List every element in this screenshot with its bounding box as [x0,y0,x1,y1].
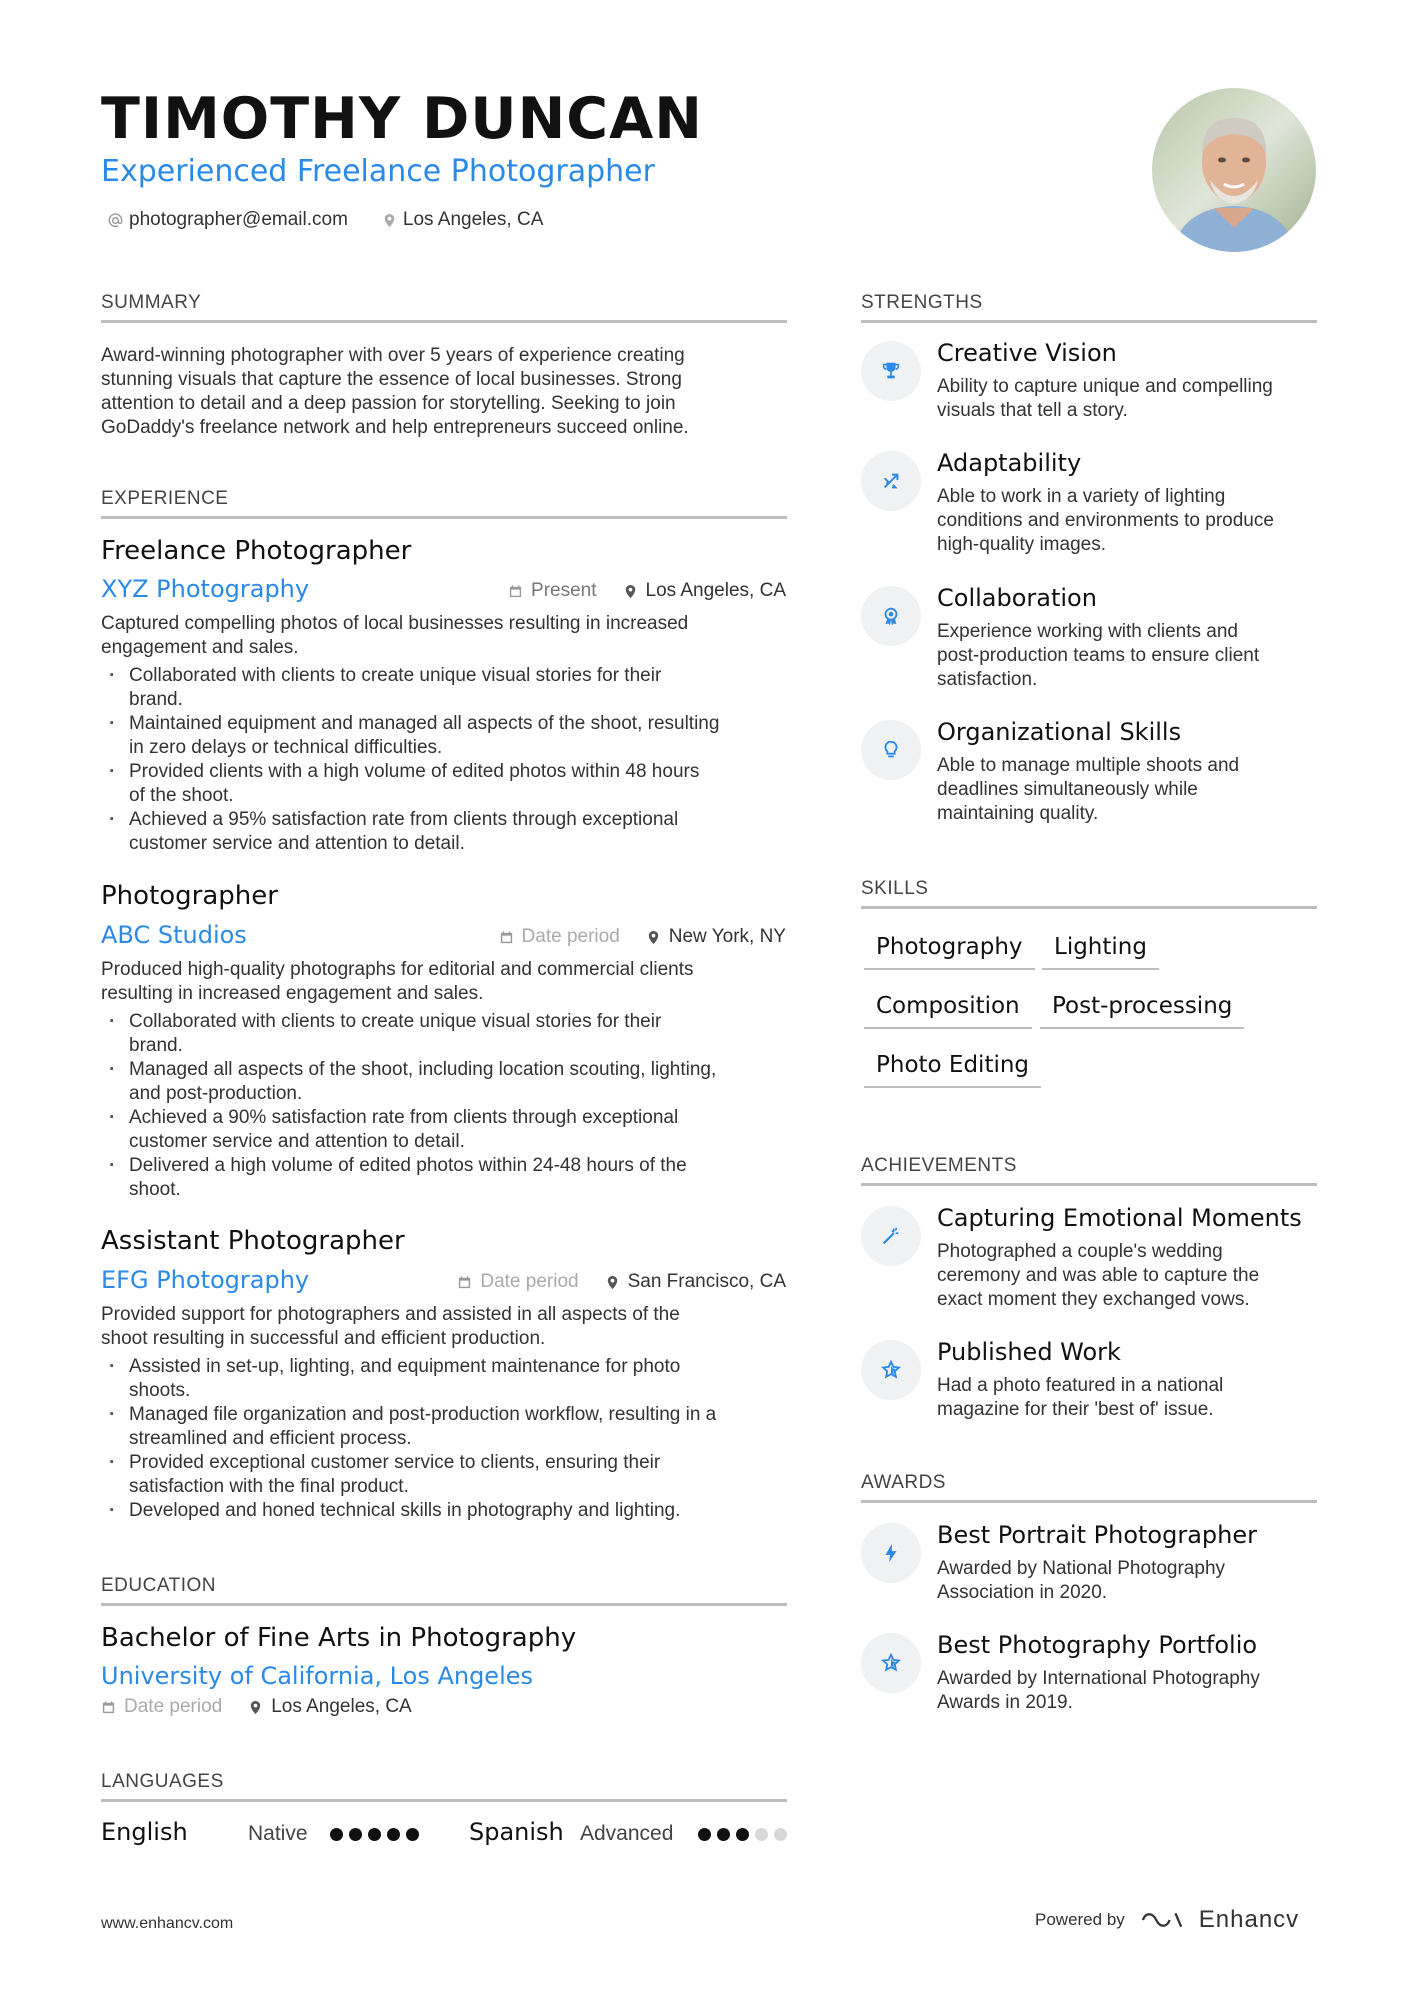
list-item: · Delivered a high volume of edited photos within 24-48 hours of the shoot. [101,1154,791,1202]
proficiency-dot [698,1828,711,1841]
location-text: Los Angeles, CA [402,209,544,230]
skill-tag: Lighting [1042,934,1159,970]
skills-heading: SKILLS [861,878,1317,909]
experience-heading: EXPERIENCE [101,488,787,519]
star-icon [880,1359,902,1381]
summary-text: Award-winning photographer with over 5 years of experience creating stunning visuals that capture the essence of local businesses. Strong attention to detail and a deep passion for storytelling. Seeking to join GoDaddy's freelance network and help entrepreneurs succeed online. [101,345,689,438]
list-item: · Achieved a 95% satisfaction rate from clients through exceptional customer service and attention to detail. [101,808,791,856]
resume-page: TIMOTHY DUNCAN Experienced Freelance Photographer photographer@email.com Los Angeles, CA SUMMARY Award-winning photographer with over 5 years of experience creating stunning visuals that capture the essence of local businesses. Strong attention to detail and a deep passion for storytelling. Seeking to join GoDaddy's freelance network and help entrepreneurs succeed online. EXPERIENCE Freelance Photographer XYZ Photography Present Los Angeles, CA Captured compelling photos of local businesses resulting in increased engagement and sales. · Collaborated with clients to create unique visual stories for their brand. · Maintained equipment and managed all aspects of the shoot, resulting in zero delays or technical difficulties. · Provided clients with a high volume of edited photos within 48 hours of the shoot. · Achieved a 95% satisfaction rate from clients through exceptional customer service and attention to detail. Photographer ABC Studios Date period New York, NY Produced high-quality photographs for editorial and commercial clients resulting in increased engagement and sales. · Collaborated with clients to create unique visual stories for their brand. · Managed all aspects of the shoot, including location scouting, lighting, and post-production. · Achieved a 90% satisfaction rate from clients through exceptional customer service and attention to detail. · Delivered a high volume of edited photos within 24-48 hours of the shoot. Assistant Photographer EFG Photography Date period San Francisco, CA Provided support for photographers and assisted in all aspects of the shoot resulting in successful and efficient production. · Assisted in set-up, lighting, and equipment maintenance for photo shoots. · Managed file organization and post-production workflow, resulting in a streamlined and efficient process. · Provided exceptional customer service to clients, ensuring their satisfaction with the final product. · Developed and honed technical skills in photography and lighting. EDUCATION Bachelor of Fine Arts in Photography University of California, Los Angeles Date period Los Angeles, CA LANGUAGES English Native Spanish Advanced STRENGTHS Creative Vision Ability to capture unique and compelling visuals that tell a story. Adaptability Able to work in a variety of lighting conditions and environments to produce high-quality images. Collaboration Experience working with clients and post-production teams to ensure client satisfaction. Organizational Skills Able to manage multiple shoots and deadlines simultaneously while maintaining quality. SKILLS Photography Lighting Composition Post-processing Photo Editing ACHIEVEMENTS Capturing Emotional Moments Photographed a couple's wedding ceremony and was able to capture the exact moment they exchanged vows. Published Work Had a photo featured in a national magazine for their 'best of' issue. AWARDS Best Portrait Photographer Awarded by National Photography Association in 2020. Best Photography Portfolio Awarded by International Photography Awards in 2019. www.enhancv.com Powered by Enhancv [0,0,1410,1995]
location-pin-icon [605,1275,620,1290]
degree-title: Bachelor of Fine Arts in Photography [101,1623,577,1653]
skill-tag: Photo Editing [864,1052,1041,1088]
profile-photo [1152,88,1316,252]
list-item: · Achieved a 90% satisfaction rate from clients through exceptional customer service and attention to detail. [101,1106,791,1154]
job-description: Produced high-quality photographs for editorial and commercial clients resulting in increased engagement and sales. [101,959,694,1004]
contact-info [108,209,543,231]
proficiency-dot [406,1828,419,1841]
trophy-icon [880,360,902,382]
calendar-icon [457,1275,472,1290]
skill-tag: Post-processing [1040,993,1244,1029]
list-item: · Managed all aspects of the shoot, including location scouting, lighting, and post-production. [101,1058,791,1106]
company-name[interactable]: EFG Photography [101,1266,310,1294]
list-item: · Collaborated with clients to create unique visual stories for their brand. [101,664,791,712]
list-item: · Assisted in set-up, lighting, and equipment maintenance for photo shoots. [101,1355,791,1403]
language-proficiency-dots [330,1828,419,1841]
skill-tag: Photography [864,934,1035,970]
summary-heading: SUMMARY [101,292,787,323]
list-item: · Provided clients with a high volume of edited photos within 48 hours of the shoot. [101,760,791,808]
location-pin-icon [623,584,638,599]
job-date: Date period [521,926,620,947]
star-icon [880,1652,902,1674]
calendar-icon [101,1700,116,1715]
job-title: Assistant Photographer [101,1226,405,1256]
at-icon [108,213,123,228]
footer-url[interactable]: www.enhancv.com [101,1915,234,1932]
lightbulb-icon [880,739,902,761]
strengths-heading: STRENGTHS [861,292,1317,323]
location-pin-icon [248,1700,263,1715]
language-proficiency-dots [698,1828,787,1841]
calendar-icon [508,584,523,599]
powered-by-text: Powered by [1035,1910,1125,1929]
job-meta [508,580,786,602]
language-name: Spanish [469,1818,564,1846]
job-meta [457,1271,786,1293]
calendar-icon [499,930,514,945]
job-bullets [101,1010,791,1202]
skill-tag: Composition [864,993,1032,1029]
email-text: photographer@email.com [129,209,348,230]
job-location: New York, NY [668,926,786,947]
language-name: English [101,1818,188,1846]
badge-icon [880,605,902,627]
candidate-title: Experienced Freelance Photographer [101,154,655,189]
proficiency-dot [755,1828,768,1841]
education-date: Date period [124,1696,223,1717]
job-location: San Francisco, CA [627,1271,786,1292]
achievements-heading: ACHIEVEMENTS [861,1155,1317,1186]
languages-heading: LANGUAGES [101,1771,787,1802]
job-date: Date period [480,1271,579,1292]
awards-heading: AWARDS [861,1472,1317,1503]
location-pin-icon [382,213,397,228]
language-level: Advanced [580,1822,674,1845]
lightning-icon [880,1542,902,1564]
school-name[interactable]: University of California, Los Angeles [101,1662,534,1690]
brand-name: Enhancv [1198,1906,1300,1933]
education-heading: EDUCATION [101,1575,787,1606]
proficiency-dot [349,1828,362,1841]
enhancv-logo-icon [1139,1908,1185,1932]
location-contact [382,209,543,231]
list-item: · Developed and honed technical skills in photography and lighting. [101,1499,791,1523]
company-name[interactable]: ABC Studios [101,921,247,949]
magic-wand-icon [880,1225,902,1247]
proficiency-dot [368,1828,381,1841]
job-title: Photographer [101,881,278,911]
arrows-icon [880,470,902,492]
location-pin-icon [646,930,661,945]
education-meta [101,1696,412,1718]
proficiency-dot [774,1828,787,1841]
job-title: Freelance Photographer [101,536,412,566]
job-bullets [101,1355,791,1523]
list-item: · Provided exceptional customer service to clients, ensuring their satisfaction with the final product. [101,1451,791,1499]
proficiency-dot [387,1828,400,1841]
proficiency-dot [736,1828,749,1841]
footer-branding[interactable] [1035,1906,1299,1934]
job-description: Captured compelling photos of local businesses resulting in increased engagement and sales. [101,613,689,658]
list-item: · Collaborated with clients to create unique visual stories for their brand. [101,1010,791,1058]
language-level: Native [248,1822,308,1845]
candidate-name: TIMOTHY DUNCAN [101,86,703,152]
proficiency-dot [330,1828,343,1841]
email-contact[interactable] [108,209,348,231]
job-description: Provided support for photographers and assisted in all aspects of the shoot resulting in successful and efficient production. [101,1304,680,1349]
proficiency-dot [717,1828,730,1841]
job-date: Present [531,580,597,601]
company-name[interactable]: XYZ Photography [101,575,310,603]
job-bullets [101,664,791,856]
job-location: Los Angeles, CA [645,580,786,601]
job-meta [499,926,786,948]
list-item: · Managed file organization and post-production workflow, resulting in a streamlined and efficient process. [101,1403,791,1451]
education-location: Los Angeles, CA [271,1696,412,1717]
list-item: · Maintained equipment and managed all aspects of the shoot, resulting in zero delays or technical difficulties. [101,712,791,760]
